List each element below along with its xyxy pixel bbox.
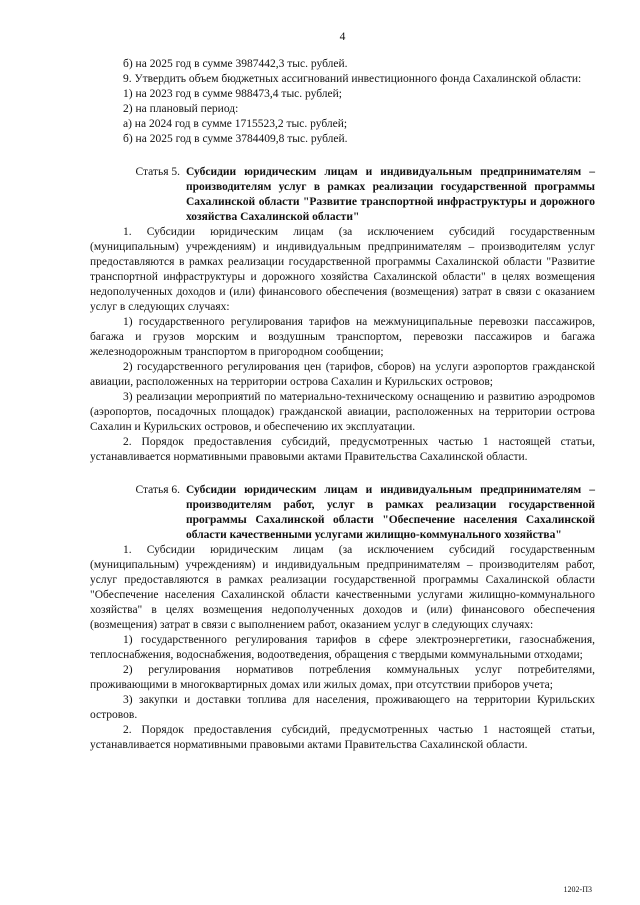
article-title: Субсидии юридическим лицам и индивидуальным предпринимателям – производителям услуг в рамках реализации государственной программы Сахалинской области "Развитие транспортной инфраструктуры и дорожного хозяйства Сахалинской области" bbox=[186, 166, 595, 223]
article-label: Статья 5. bbox=[135, 166, 180, 178]
paragraph: а) на 2024 год в сумме 1715523,2 тыс. рублей; bbox=[123, 118, 348, 130]
article-title: Субсидии юридическим лицам и индивидуальным предпринимателям – производителям работ, услуг в рамках реализации государственной программы Сахалинской области "Обеспечение населения Сахалинской области качественными услугами жилищно-коммунального хозяйства" bbox=[186, 484, 595, 541]
paragraph: 2. Порядок предоставления субсидий, предусмотренных частью 1 настоящей статьи, устанавливается нормативными правовыми актами Правительства Сахалинской области. bbox=[90, 436, 595, 463]
paragraph: б) на 2025 год в сумме 3987442,3 тыс. рублей. bbox=[123, 58, 348, 70]
paragraph: 3) закупки и доставки топлива для населения, проживающего на территории Курильских островов. bbox=[90, 694, 595, 721]
paragraph: 1) государственного регулирования тарифов на межмуниципальные перевозки пассажиров, багажа и грузов морским и воздушным транспортом, перевозки пассажиров и багажа железнодорожным транспортом в пригородном сообщении; bbox=[90, 316, 595, 358]
paragraph: 1. Субсидии юридическим лицам (за исключением субсидий государственным (муниципальным) учреждениям) и индивидуальным предпринимателям – производителям работ, услуг предоставляются в рамках реализации государственной программы Сахалинской области "Обеспечение населения Сахалинской области качественными услугами жилищно-коммунального хозяйства" в целях возмещения недополученных доходов и (или) финансового обеспечения (возмещения) затрат в связи с выполнением работ, оказанием услуг в следующих случаях: bbox=[90, 544, 595, 631]
article-6-heading bbox=[90, 483, 595, 543]
article-label: Статья 6. bbox=[135, 484, 180, 496]
paragraph: 1) на 2023 год в сумме 988473,4 тыс. рублей; bbox=[123, 88, 342, 100]
paragraph: 1) государственного регулирования тарифов в сфере электроэнергетики, газоснабжения, теплоснабжения, водоснабжения, водоотведения, обращения с твердыми коммунальными отходами; bbox=[90, 634, 595, 661]
paragraph: 2. Порядок предоставления субсидий, предусмотренных частью 1 настоящей статьи, устанавливается нормативными правовыми актами Правительства Сахалинской области. bbox=[90, 724, 595, 751]
paragraph: 2) регулирования нормативов потребления коммунальных услуг потребителями, проживающими в многоквартирных домах или жилых домах, при отсутствии приборов учета; bbox=[90, 664, 595, 691]
document-code: 1202-П3 bbox=[563, 885, 592, 894]
paragraph: 3) реализации мероприятий по материально-техническому оснащению и развитию аэродромов (аэропортов, посадочных площадок) гражданской авиации, расположенных на территории острова Сахалин и Курильских островов, и обеспечению их эксплуатации. bbox=[90, 391, 595, 433]
article-5-heading bbox=[90, 165, 595, 225]
paragraph: 1. Субсидии юридическим лицам (за исключением субсидий государственным (муниципальным) учреждениям) и индивидуальным предпринимателям – производителям услуг предоставляются в рамках реализации государственной программы Сахалинской области "Развитие транспортной инфраструктуры и дорожного хозяйства Сахалинской области" в целях возмещения недополученных доходов и (или) финансового обеспечения (возмещения) затрат в связи с оказанием услуг в следующих случаях: bbox=[90, 226, 595, 313]
paragraph: 9. Утвердить объем бюджетных ассигнований инвестиционного фонда Сахалинской области: bbox=[123, 73, 582, 85]
paragraph: б) на 2025 год в сумме 3784409,8 тыс. рублей. bbox=[123, 133, 348, 145]
paragraph: 2) государственного регулирования цен (тарифов, сборов) на услуги аэропортов гражданской авиации, расположенных на территории острова Сахалин и Курильских островов; bbox=[90, 361, 595, 388]
page-number: 4 bbox=[339, 31, 346, 43]
paragraph: 2) на плановый период: bbox=[123, 103, 239, 115]
